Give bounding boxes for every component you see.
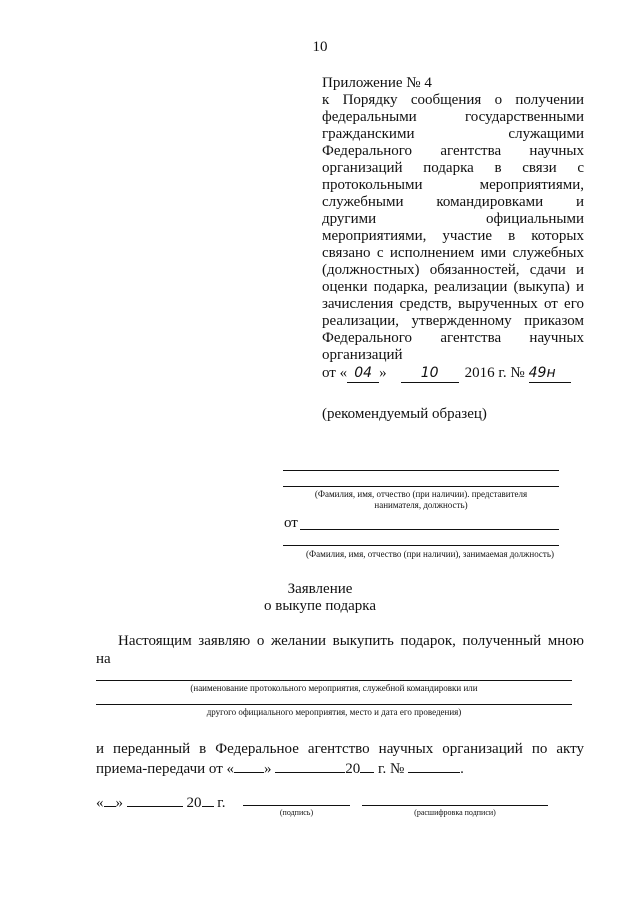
sig-quote-open: «: [96, 795, 104, 811]
order-line: [322, 365, 584, 383]
sig-quote-close: »: [115, 795, 123, 811]
appendix-reference-line: служебными командировками и: [322, 194, 584, 210]
order-prefix: от «: [322, 365, 348, 381]
from-line-1[interactable]: [300, 529, 559, 530]
appendix-reference-line: организаций подарка в связи с: [322, 160, 584, 176]
sig-year-field[interactable]: [202, 792, 214, 807]
transferred-text: и переданный в Федеральное агентство научных организаций по акту: [96, 741, 584, 757]
signature-date: [96, 792, 225, 812]
appendix-reference-line: (должностных) обязанностей, сдачи и: [322, 262, 584, 278]
appendix-reference-line: Федерального агентства научных: [322, 143, 584, 159]
appendix-last-line: организаций: [322, 347, 403, 363]
act-year: 20: [345, 761, 361, 777]
page-number: 10: [312, 39, 328, 55]
act-quote-close: »: [264, 761, 272, 777]
act-day-field[interactable]: [234, 758, 264, 773]
addressee-caption: [283, 489, 559, 511]
act-number-field[interactable]: [408, 758, 460, 773]
signature-line[interactable]: [243, 805, 350, 806]
appendix-reference-line: гражданскими служащими: [322, 126, 584, 142]
event-caption-2: другого официального мероприятия, место и дата его проведения): [206, 707, 462, 717]
order-number: 49н: [529, 365, 571, 383]
event-line-2[interactable]: [96, 704, 572, 705]
intro-text: Настоящим заявляю о желании выкупить подарок, полученный мною: [118, 633, 584, 649]
sig-day-field[interactable]: [104, 792, 116, 807]
event-caption-1: (наименование протокольного мероприятия, служебной командировки или: [190, 683, 478, 693]
appendix-reference-line: оценки подарка, реализации (выкупа) и: [322, 279, 584, 295]
statement-subtitle: о выкупе подарка: [263, 598, 377, 614]
sig-month-field[interactable]: [127, 792, 183, 807]
act-year-field[interactable]: [360, 758, 374, 773]
addressee-caption-line2: нанимателя, должность): [374, 500, 468, 510]
on-label: на: [96, 651, 111, 667]
act-prefix: приема-передачи от «: [96, 761, 235, 777]
order-month: 10: [420, 365, 439, 381]
statement-title: Заявление: [287, 581, 353, 597]
sig-year: 20: [186, 795, 202, 811]
appendix-reference-line: связано с исполнением ими служебных: [322, 245, 584, 261]
act-month-field[interactable]: [275, 758, 345, 773]
addressee-line-1[interactable]: [283, 470, 559, 471]
signature-caption: (подпись): [279, 808, 314, 817]
recommended-sample-label: (рекомендуемый образец): [322, 406, 487, 422]
appendix-reference-line: к Порядку сообщения о получении: [322, 92, 584, 108]
from-line-2[interactable]: [283, 545, 559, 546]
sig-year-suffix: г.: [217, 795, 226, 811]
signature-decode-caption: (расшифровка подписи): [414, 808, 496, 817]
order-year: 2016 г. №: [464, 365, 525, 381]
event-line-1[interactable]: [96, 680, 572, 681]
appendix-heading: Приложение № 4: [322, 75, 432, 91]
signature-decode-line[interactable]: [362, 805, 548, 806]
appendix-reference-line: зачисления средств, вырученных от его: [322, 296, 584, 312]
addressee-caption-line1: (Фамилия, имя, отчество (при наличии). представителя: [314, 489, 528, 499]
appendix-reference-line: федеральными государственными: [322, 109, 584, 125]
from-label: от: [284, 515, 298, 531]
act-end: .: [460, 761, 464, 777]
appendix-reference-line: Федерального агентства научных: [322, 330, 584, 346]
act-line: [96, 758, 464, 778]
appendix-reference-line: другими официальными: [322, 211, 584, 227]
order-day: 04: [354, 365, 373, 381]
appendix-reference-line: реализации, утвержденному приказом: [322, 313, 584, 329]
appendix-reference: [322, 92, 584, 364]
appendix-reference-line: мероприятиями, участие в которых: [322, 228, 584, 244]
act-year-suffix: г. №: [378, 761, 405, 777]
order-mid: »: [379, 365, 387, 381]
appendix-reference-line: протокольными мероприятиями,: [322, 177, 584, 193]
from-caption: (Фамилия, имя, отчество (при наличии), занимаемая должность): [306, 549, 554, 559]
addressee-line-2[interactable]: [283, 486, 559, 487]
